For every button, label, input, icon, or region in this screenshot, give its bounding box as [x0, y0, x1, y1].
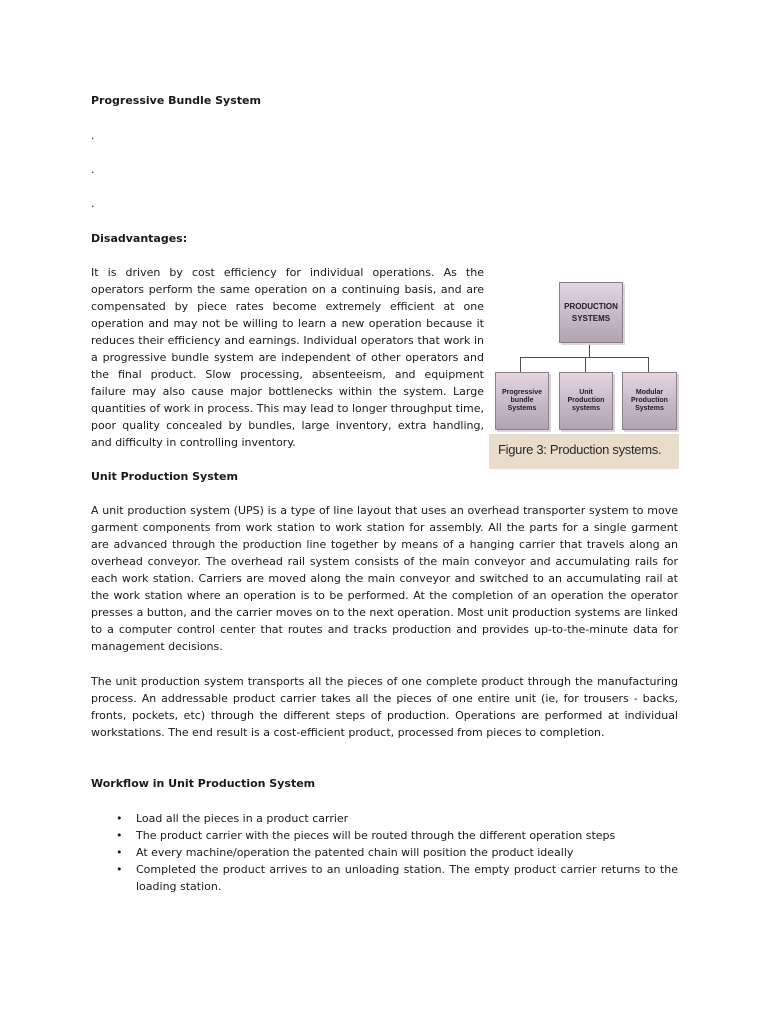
list-item-text: Completed the product arrives to an unloading station. The empty product carrier returns to the loading station. [136, 863, 678, 893]
production-systems-box: PRODUCTION SYSTEMS [559, 282, 623, 343]
heading-workflow: Workflow in Unit Production System [91, 777, 316, 790]
disadvantages-paragraph: It is driven by cost efficiency for individual operations. As the operators perform the same operation on a continuing basis, and are compensated by piece rates become extremely efficient at one operation and may not be willing to learn a new operation because it reduces their efficiency and earnings. Individual operators that work in a progressive bundle system are independent of other operators and the final product. Slow processing, absenteeism, and equipment failure may also cause major bottlenecks within the system. Large quantities of work in process. This may lead to longer throughput time, poor quality concealed by bundles, large inventory, extra handling, and difficulty in controlling inventory. [91, 266, 484, 449]
placeholder-dot: . [91, 129, 95, 142]
heading-unit-production-system: Unit Production System [91, 470, 238, 483]
connector-line [585, 357, 586, 372]
placeholder-dot: . [91, 163, 95, 176]
list-item [91, 810, 678, 827]
list-item [91, 844, 678, 861]
placeholder-dot: . [91, 197, 95, 210]
heading-disadvantages: Disadvantages: [91, 232, 188, 245]
bullet-icon: • [116, 812, 123, 825]
unit-production-paragraph-2: The unit production system transports all the pieces of one complete product through the manufacturing process. An addressable product carrier takes all the pieces of one entire unit (ie, for trousers - backs, fronts, pockets, etc) through the different steps of production. Operations are performed at individual workstations. The end result is a cost-efficient product, processed from pieces to completion. [91, 675, 678, 739]
bullet-icon: • [116, 863, 123, 876]
figure-caption: Figure 3: Production systems. [498, 442, 662, 457]
connector-line [648, 357, 649, 372]
list-item-text: Load all the pieces in a product carrier [136, 812, 349, 825]
connector-line [589, 341, 590, 357]
figure-caption-bar [489, 434, 679, 469]
heading-progressive-bundle-system: Progressive Bundle System [91, 94, 261, 107]
workflow-list [91, 810, 678, 895]
progressive-bundle-box: Progressive bundle Systems [495, 372, 549, 430]
bullet-icon: • [116, 846, 123, 859]
list-item [91, 827, 678, 844]
production-systems-figure [489, 263, 679, 469]
modular-production-box: Modular Production Systems [622, 372, 677, 430]
list-item-text: The product carrier with the pieces will be routed through the different operation steps [136, 829, 616, 842]
list-item-text: At every machine/operation the patented chain will position the product ideally [136, 846, 574, 859]
list-item [91, 861, 678, 895]
unit-production-paragraph-1: A unit production system (UPS) is a type of line layout that uses an overhead transporter system to move garment components from work station to work station for assembly. All the parts for a single garment are advanced through the production line together by means of a hanging carrier that travels along an overhead conveyor. The overhead rail system consists of the main conveyor and accumulating rails for each work station. Carriers are moved along the main conveyor and switched to an accumulating rail at the work station where an operation is to be performed. At the completion of an operation the operator presses a button, and the carrier moves on to the next operation. Most unit production systems are linked to a computer control center that routes and tracks production and provides up-to-the-minute data for management decisions. [91, 504, 678, 653]
unit-production-box: Unit Production systems [559, 372, 613, 430]
connector-line [520, 357, 521, 372]
bullet-icon: • [116, 829, 123, 842]
